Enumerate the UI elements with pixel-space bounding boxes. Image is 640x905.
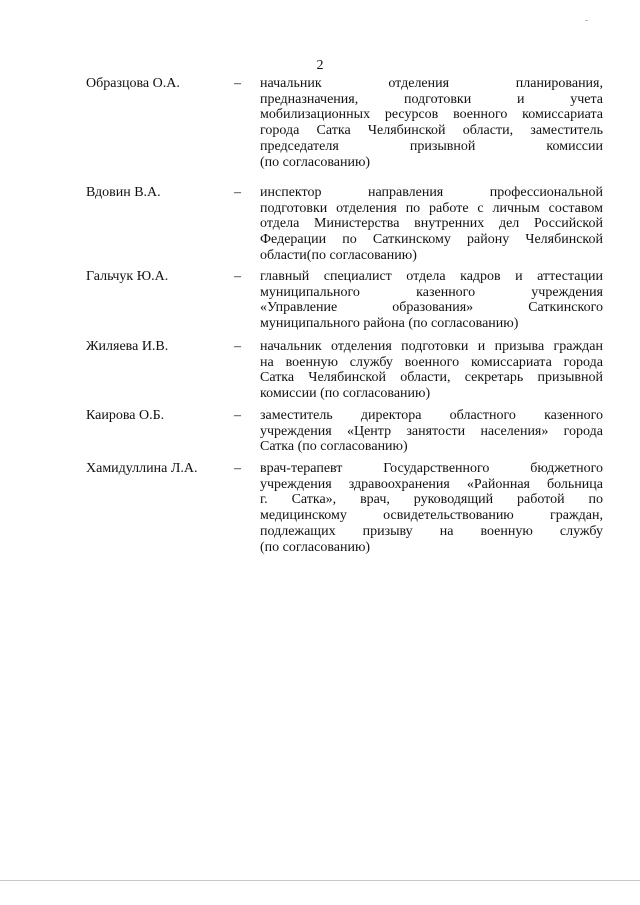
position-line: врач-терапевт Государственного бюджетного bbox=[260, 461, 603, 476]
position-line: заместитель директора областного казенного bbox=[260, 408, 603, 423]
position-line: учреждения здравоохранения «Районная больница bbox=[260, 476, 603, 492]
member-position bbox=[260, 461, 603, 555]
position-line: медицинскому освидетельствованию граждан, bbox=[260, 508, 603, 524]
position-line: мобилизационных ресурсов военного комиссариата bbox=[260, 107, 603, 123]
member-dash: – bbox=[234, 408, 241, 423]
position-line: отдела Министерства внутренних дел Российской bbox=[260, 216, 603, 232]
position-line: начальник отделения планирования, bbox=[260, 76, 603, 91]
position-line: подлежащих призыву на военную службу bbox=[260, 523, 603, 539]
member-entry bbox=[0, 76, 640, 185]
member-dash: – bbox=[234, 339, 241, 354]
member-position bbox=[260, 408, 603, 455]
position-line: инспектор направления профессиональной bbox=[260, 185, 603, 200]
position-line: начальник отделения подготовки и призыва граждан bbox=[260, 339, 603, 354]
position-line: муниципального казенного учреждения bbox=[260, 284, 603, 300]
position-line: учреждения «Центр занятости населения» города bbox=[260, 423, 603, 439]
member-dash: – bbox=[234, 461, 241, 476]
member-entry bbox=[0, 269, 640, 339]
member-dash: – bbox=[234, 269, 241, 284]
member-entry bbox=[0, 339, 640, 408]
scan-bottom-edge bbox=[0, 880, 640, 881]
position-line: Сатка (по согласованию) bbox=[260, 439, 408, 455]
position-line: г. Сатка», врач, руководящий работой по bbox=[260, 492, 603, 508]
member-entry bbox=[0, 461, 640, 561]
position-line: Федерации по Саткинскому району Челябинской bbox=[260, 232, 603, 248]
position-line: Сатка Челябинской области, секретарь призывной bbox=[260, 370, 603, 386]
member-entry bbox=[0, 185, 640, 269]
position-line: подготовки отделения по работе с личным составом bbox=[260, 200, 603, 216]
position-line: председателя призывной комиссии bbox=[260, 138, 603, 154]
member-position bbox=[260, 269, 603, 332]
position-line: на военную службу военного комиссариата города bbox=[260, 354, 603, 370]
member-name: Гальчук Ю.А. bbox=[86, 269, 169, 284]
position-line: муниципального района (по согласованию) bbox=[260, 316, 519, 332]
position-line: (по согласованию) bbox=[260, 539, 371, 555]
scan-mark bbox=[585, 20, 588, 21]
position-line: города Сатка Челябинской области, заместитель bbox=[260, 123, 603, 139]
commission-members-list bbox=[0, 76, 640, 561]
member-name: Хамидуллина Л.А. bbox=[86, 461, 198, 476]
member-position bbox=[260, 339, 603, 402]
member-dash: – bbox=[234, 76, 241, 91]
position-line: области(по согласованию) bbox=[260, 247, 417, 263]
member-position bbox=[260, 185, 603, 264]
member-dash: – bbox=[234, 185, 241, 200]
position-line: (по согласованию) bbox=[260, 154, 371, 170]
position-line: главный специалист отдела кадров и аттестации bbox=[260, 269, 603, 284]
member-entry bbox=[0, 408, 640, 461]
page-number: 2 bbox=[316, 58, 324, 73]
position-line: «Управление образования» Саткинского bbox=[260, 300, 603, 316]
member-position bbox=[260, 76, 603, 170]
member-name: Каирова О.Б. bbox=[86, 408, 165, 423]
position-line: комиссии (по согласованию) bbox=[260, 386, 431, 402]
position-line: предназначения, подготовки и учета bbox=[260, 91, 603, 107]
member-name: Образцова О.А. bbox=[86, 76, 180, 91]
member-name: Вдовин В.А. bbox=[86, 185, 161, 200]
member-name: Жиляева И.В. bbox=[86, 339, 169, 354]
